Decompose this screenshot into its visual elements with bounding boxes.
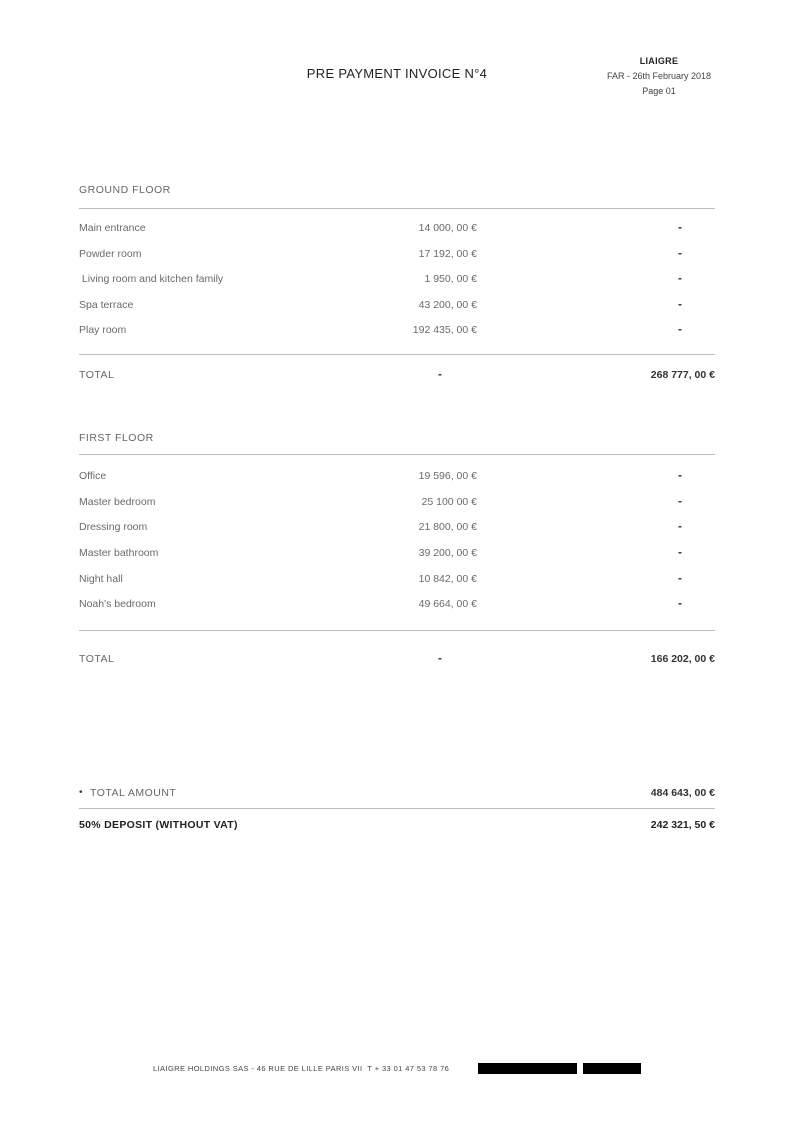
section-title-ground-floor: GROUND FLOOR <box>79 184 171 196</box>
total-value: 166 202, 00 € <box>650 653 715 665</box>
row-status: - <box>678 494 682 508</box>
footer-address: LIAIGRE HOLDINGS SAS - 46 RUE DE LILLE PARIS VII T + 33 01 47 53 78 76 <box>153 1064 450 1073</box>
row-status: - <box>678 545 682 559</box>
company-name: LIAIGRE <box>639 56 679 66</box>
deposit-value: 242 321, 50 € <box>650 819 715 831</box>
total-label: TOTAL <box>79 653 115 665</box>
row-amount: 14 000, 00 € <box>418 222 477 234</box>
grand-total-value: 484 643, 00 € <box>650 787 715 799</box>
total-value: 268 777, 00 € <box>650 369 715 381</box>
divider <box>79 630 715 631</box>
divider <box>79 354 715 355</box>
row-amount: 25 100 00 € <box>421 496 477 508</box>
row-status: - <box>678 322 682 336</box>
redaction-bar <box>583 1063 641 1074</box>
row-label: Master bedroom <box>79 496 156 508</box>
row-status: - <box>678 220 682 234</box>
redaction-bar <box>478 1063 577 1074</box>
total-label: TOTAL <box>79 369 115 381</box>
row-label: Living room and kitchen family <box>79 273 224 285</box>
row-label: Spa terrace <box>79 299 134 311</box>
row-label: Noah's bedroom <box>79 598 156 610</box>
total-dash: - <box>438 651 442 665</box>
row-status: - <box>678 271 682 285</box>
invoice-title: PRE PAYMENT INVOICE N°4 <box>306 66 488 81</box>
divider <box>79 208 715 209</box>
row-label: Play room <box>79 324 127 336</box>
row-label: Dressing room <box>79 521 148 533</box>
row-amount: 10 842, 00 € <box>418 573 477 585</box>
divider <box>79 808 715 809</box>
invoice-date: FAR - 26th February 2018 <box>606 71 712 81</box>
row-amount: 21 800, 00 € <box>418 521 477 533</box>
row-amount: 192 435, 00 € <box>412 324 477 336</box>
bullet-icon: • <box>79 787 83 798</box>
row-status: - <box>678 596 682 610</box>
page-number: Page 01 <box>642 86 676 96</box>
row-amount: 17 192, 00 € <box>418 248 477 260</box>
deposit-label: 50% DEPOSIT (WITHOUT VAT) <box>79 819 238 831</box>
row-amount: 39 200, 00 € <box>418 547 477 559</box>
row-label: Master bathroom <box>79 547 159 559</box>
row-amount: 1 950, 00 € <box>424 273 477 285</box>
divider <box>79 454 715 455</box>
grand-total-label: TOTAL AMOUNT <box>90 787 177 799</box>
row-amount: 19 596, 00 € <box>418 470 477 482</box>
row-status: - <box>678 571 682 585</box>
row-status: - <box>678 519 682 533</box>
total-dash: - <box>438 367 442 381</box>
row-amount: 49 664, 00 € <box>418 598 477 610</box>
section-title-first-floor: FIRST FLOOR <box>79 432 154 444</box>
row-label: Office <box>79 470 107 482</box>
row-status: - <box>678 246 682 260</box>
row-label: Main entrance <box>79 222 146 234</box>
row-status: - <box>678 297 682 311</box>
row-amount: 43 200, 00 € <box>418 299 477 311</box>
row-status: - <box>678 468 682 482</box>
row-label: Night hall <box>79 573 123 585</box>
row-label: Powder room <box>79 248 142 260</box>
